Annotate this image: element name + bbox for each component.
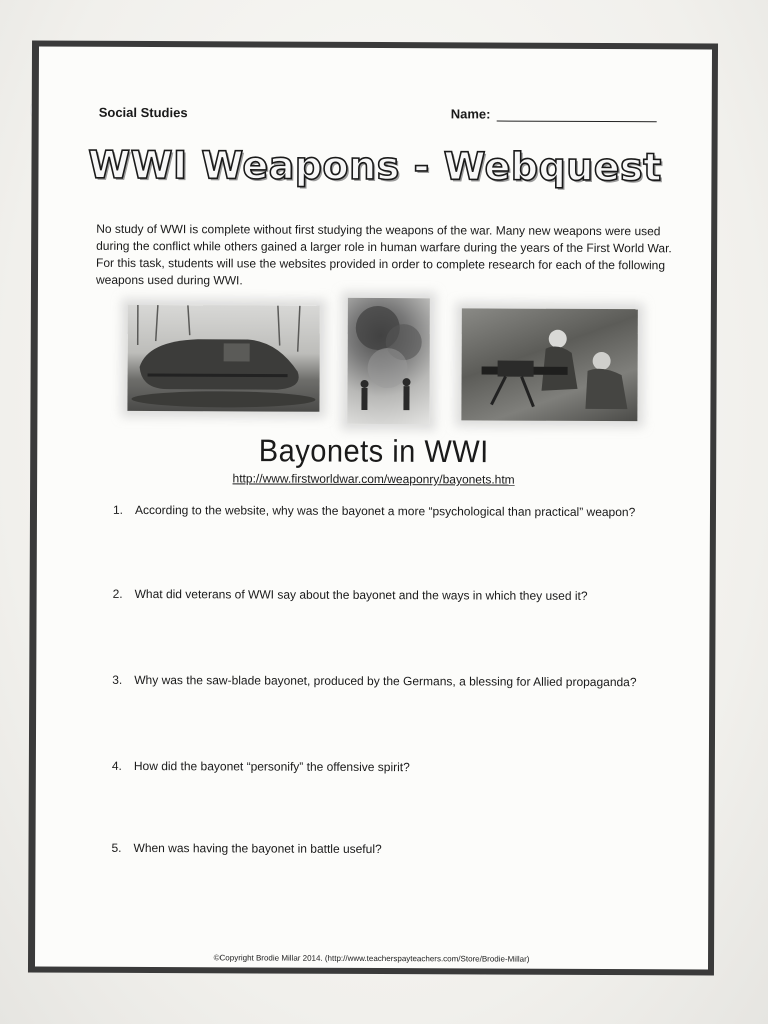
question-item [112,759,410,774]
question-list [111,502,693,857]
name-blank-line[interactable] [496,107,656,123]
gas-attack-illustration [347,298,430,424]
intro-paragraph: No study of WWI is complete without first studying the weapons of the war. Many new weapons were used during the conflict while others gained a larger role in human warfare during the years of the First World War. For this task, students will use the websites provided in order to complete research for each of the following weapons used during WWI. [95,221,672,288]
question-item [111,841,381,856]
question-item [113,587,588,603]
bayonets-url-link[interactable]: http://www.firstworldwar.com/weaponry/bayonets.htm [232,471,515,487]
question-number: 2. [112,586,123,601]
machine-gun-illustration [461,308,637,421]
question-number: 3. [112,672,123,687]
question-text: According to the website, why was the bayonet a more “psychological than practical” weapon? [134,502,636,520]
question-number: 4. [111,758,122,773]
tank-illustration [127,305,319,412]
question-text: How did the bayonet “personify” the offensive spirit? [133,758,410,775]
name-label: Name: [450,106,491,122]
machine-gun-photo [461,308,637,421]
worksheet-page [28,41,718,976]
gas-attack-photo [347,298,430,424]
name-field[interactable] [451,106,657,122]
question-text: Why was the saw-blade bayonet, produced by the Germans, a blessing for Allied propaganda? [134,672,637,690]
question-text: What did veterans of WWI say about the bayonet and the ways in which they used it? [134,586,588,603]
section-title-bayonets: Bayonets in WWI [258,434,489,470]
question-text: When was having the bayonet in battle useful? [133,840,382,857]
question-item [113,503,635,519]
subject-label: Social Studies [98,104,188,121]
tank-photo [127,305,319,412]
question-item [112,673,636,689]
page-title: WWI Weapons - Webquest [88,142,662,190]
copyright-footer: ©Copyright Brodie Millar 2014. (http://www.teacherspayteachers.com/Store/Brodie-Millar) [213,953,530,964]
question-number: 5. [111,840,122,855]
question-number: 1. [112,502,124,517]
